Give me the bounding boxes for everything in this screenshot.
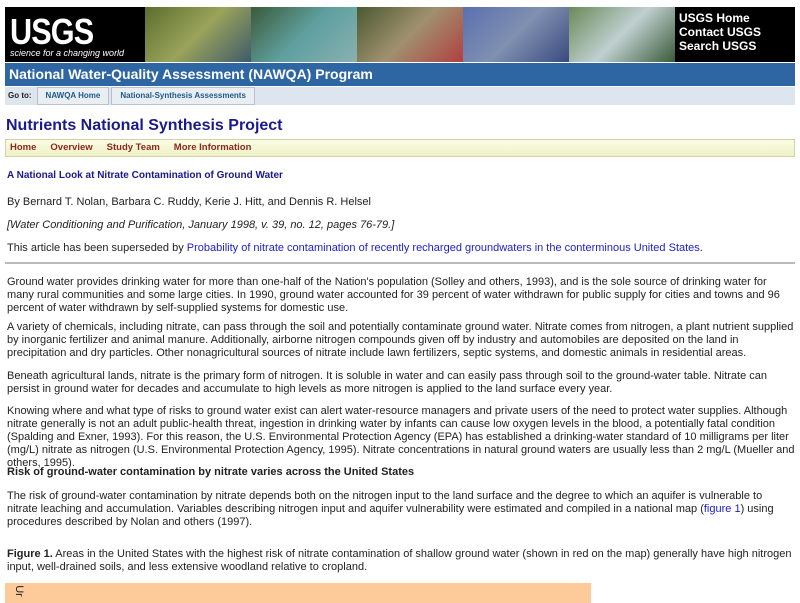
figure-caption bbox=[7, 548, 795, 574]
program-title-bar: National Water-Quality Assessment (NAWQA) Program bbox=[5, 63, 795, 86]
superseded-suffix: . bbox=[699, 242, 703, 254]
usgs-tagline: science for a changing world bbox=[10, 48, 125, 58]
page-title: Nutrients National Synthesis Project bbox=[6, 117, 283, 134]
search-usgs-link[interactable]: Search USGS bbox=[679, 39, 757, 53]
photo-scientist bbox=[251, 7, 357, 62]
superseded-note bbox=[7, 242, 703, 254]
divider bbox=[5, 262, 795, 264]
photo-river bbox=[145, 7, 251, 62]
figure-1-map bbox=[5, 583, 591, 603]
usgs-banner bbox=[5, 7, 795, 62]
paragraph-5 bbox=[7, 490, 795, 529]
project-nav bbox=[5, 139, 795, 157]
usgs-logo[interactable] bbox=[5, 7, 145, 62]
usgs-logo-text: USGS bbox=[10, 11, 94, 52]
nav-more-information[interactable]: More Information bbox=[173, 142, 252, 153]
photo-rafting bbox=[569, 7, 675, 62]
figure-label: Figure 1. bbox=[7, 548, 53, 560]
usgs-home-link[interactable]: USGS Home bbox=[679, 11, 750, 25]
authors: By Bernard T. Nolan, Barbara C. Ruddy, Kerie J. Hitt, and Dennis R. Helsel bbox=[7, 196, 371, 208]
figure-caption-text: Areas in the United States with the highest risk of nitrate contamination of shallow ground water (shown in red on the map) generally have high nitrogen input, well-drained soils, and less extensive woodland relative to cropland. bbox=[7, 548, 792, 573]
nawqa-home-button[interactable]: NAWQA Home bbox=[37, 87, 110, 105]
article-title: A National Look at Nitrate Contamination of Ground Water bbox=[7, 170, 283, 181]
figure-1-link[interactable]: figure 1 bbox=[703, 503, 741, 515]
banner-links bbox=[675, 7, 795, 62]
goto-label: Go to: bbox=[8, 91, 32, 100]
section-heading: Risk of ground-water contamination by nitrate varies across the United States bbox=[7, 466, 415, 478]
p5-text-b: ) using procedures described by Nolan and others (1997). bbox=[7, 503, 774, 528]
nav-home[interactable]: Home bbox=[10, 142, 37, 153]
nav-study-team[interactable]: Study Team bbox=[106, 142, 160, 153]
paragraph-1: Ground water provides drinking water for more than one-half of the Nation's population (Solley and others, 1993), and is the sole source of drinking water for many rural communities and some large cities. In 1990, ground water accounted for 39 percent of water withdrawn for public supply for cities and towns and 96 percent of water withdrawn by self-supplied systems for domestic use. bbox=[7, 276, 780, 314]
photo-city bbox=[463, 7, 569, 62]
photo-canoes bbox=[357, 7, 463, 62]
citation: [Water Conditioning and Purification, January 1998, v. 39, no. 12, pages 76-79.] bbox=[7, 219, 395, 231]
superseded-prefix: This article has been superseded by bbox=[7, 242, 187, 254]
superseded-link[interactable]: Probability of nitrate contamination of recently recharged groundwaters in the conterminous United States bbox=[186, 242, 700, 254]
banner-photos bbox=[145, 7, 675, 62]
contact-usgs-link[interactable]: Contact USGS bbox=[679, 25, 762, 39]
goto-bar bbox=[5, 87, 795, 105]
paragraph-2: A variety of chemicals, including nitrate, can pass through the soil and potentially contaminate ground water. Nitrate comes from nitrogen, a plant nutrient supplied by inorganic fertilizer and animal manure. Additionally, airborne nitrogen compounds given off by industry and automobiles are deposited on the land in precipitation and dry particles. Other nonagricultural sources of nitrate include lawn fertilizers, septic systems, and domestic animals in residential areas. bbox=[7, 321, 794, 359]
figure-partial-text: Ur bbox=[12, 585, 25, 597]
nav-overview[interactable]: Overview bbox=[50, 142, 93, 153]
p5-text-a: The risk of ground-water contamination by nitrate depends both on the nitrogen input to the land surface and the degree to which an aquifer is vulnerable to nitrate leaching and accumulation. Variables describing nitrogen input and aquifer vulnerability were estimated and compiled in a national map ( bbox=[7, 490, 763, 515]
paragraph-4: Knowing where and what type of risks to ground water exist can alert water-resource managers and private users of the need to protect water supplies. Although nitrate generally is not an adult public-health threat, ingestion in drinking water by infants can cause low oxygen levels in the blood, a potentially fatal condition (Spalding and Exner, 1993). For this reason, the U.S. Environmental Protection Agency (EPA) has established a drinking-water standard of 10 milligrams per liter (mg/L) nitrate as nitrogen (U.S. Environmental Protection Agency, 1995). Nitrate concentrations in natural ground waters are usually less than 2 mg/L (Mueller and others, 1995). bbox=[7, 405, 795, 469]
national-synthesis-button[interactable]: National-Synthesis Assessments bbox=[111, 87, 255, 105]
paragraph-3: Beneath agricultural lands, nitrate is the primary form of nitrogen. It is soluble in water and can easily pass through soil to the ground-water table. Nitrate can persist in ground water for decades and accumulate to high levels as more nitrogen is applied to the land surface every year. bbox=[7, 370, 768, 395]
